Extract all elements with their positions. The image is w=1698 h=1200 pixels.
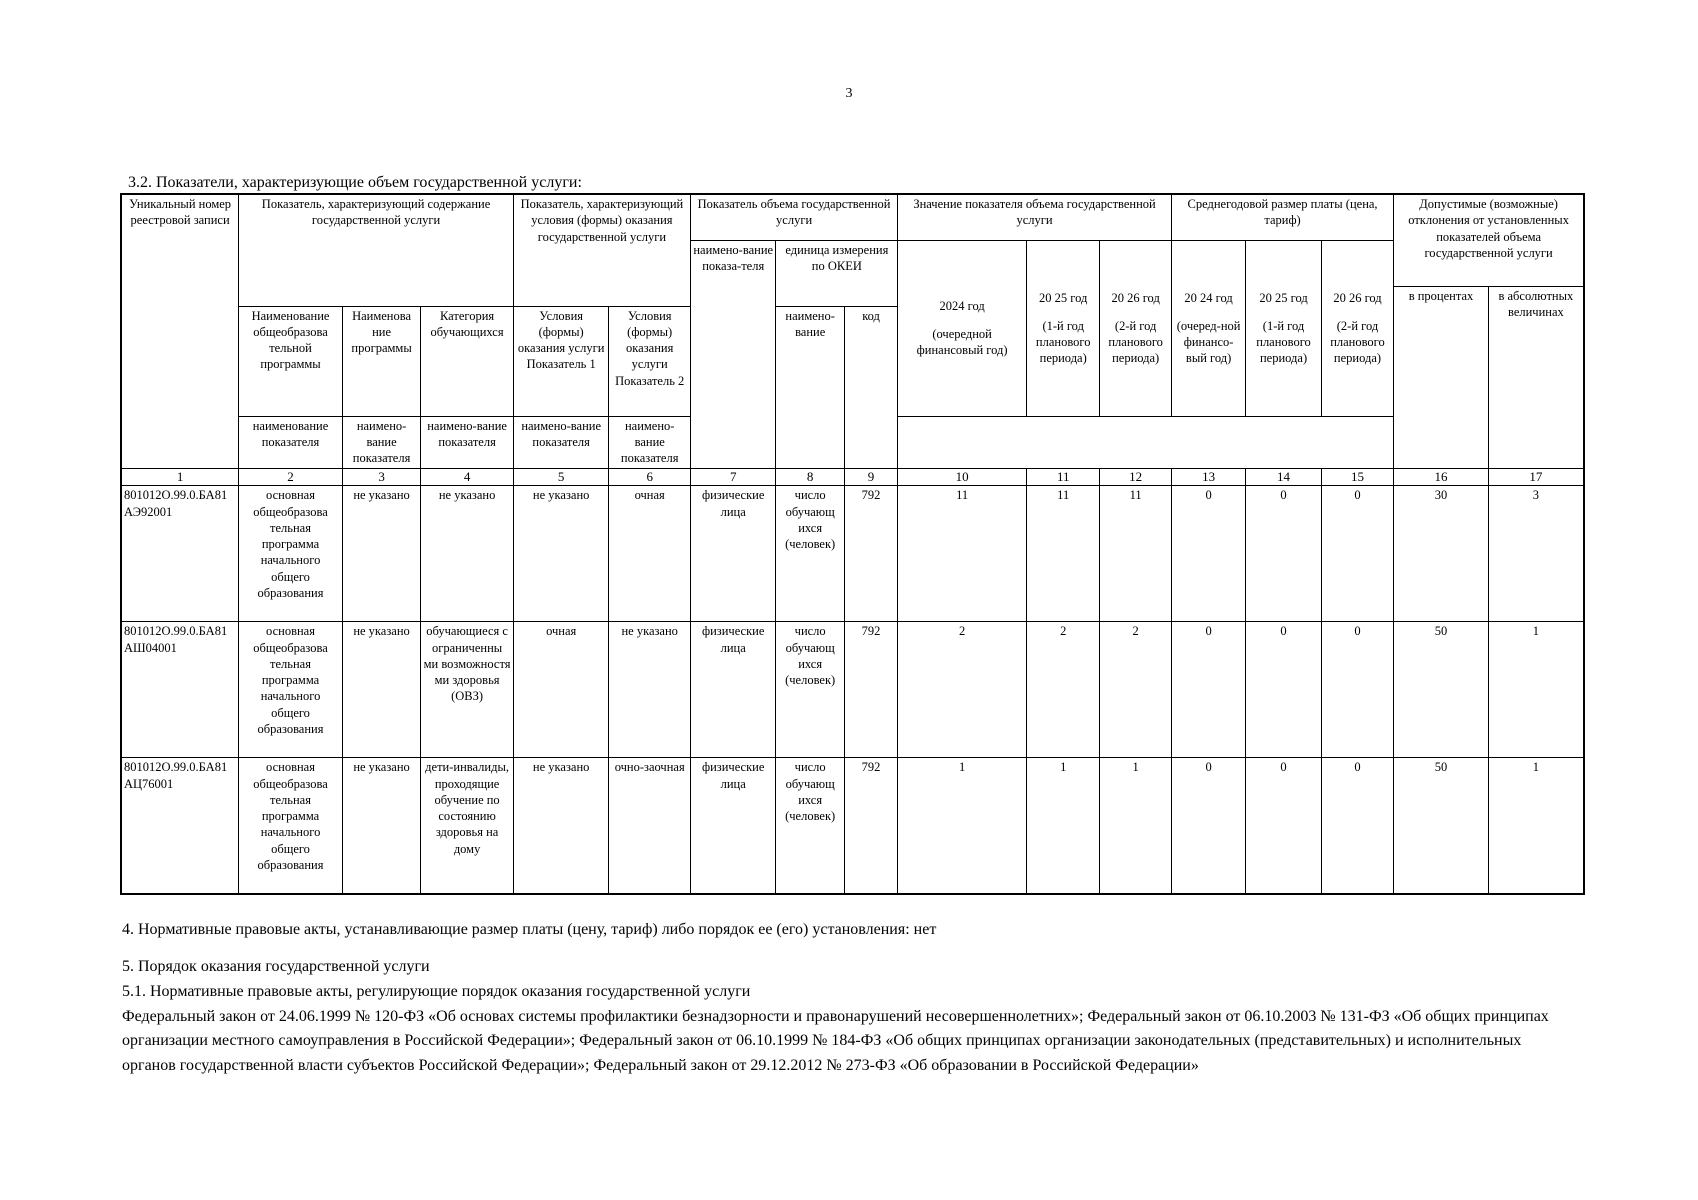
header-deviation: Допустимые (возможные) отклонения от установленных показателей объема государственной услуги [1394,194,1584,286]
cell-okei-name: число обучающ ихся (человек) [776,622,844,758]
cell-okei-name: число обучающ ихся (человек) [776,758,844,894]
cell-program: не указано [342,758,420,894]
section-5-block [122,955,1562,1079]
cell-volume-name: физические лица [690,622,776,758]
header-fee-2026: 20 26 год (2-й год планового периода) [1321,240,1393,416]
cell-program-name: основная общеобразова тельная программа начального общего образования [239,486,343,622]
header-dev-abs: в абсолютных величинах [1488,286,1584,468]
cell-okei-code: 792 [844,622,897,758]
table-row [121,486,1584,622]
cell-fee-2026: 0 [1321,622,1393,758]
page-number: 3 [845,86,853,101]
section-title: 3.2. Показатели, характеризующие объем государственной услуги: [128,174,582,191]
cell-value-2026: 2 [1100,622,1171,758]
header-fee-2025: 20 25 год (1-й год планового периода) [1246,240,1321,416]
subheader-program-name: Наименование общеобразова тельной программы [239,306,343,416]
col-number: 16 [1394,468,1489,486]
col-number: 4 [421,468,514,486]
col-number: 13 [1171,468,1245,486]
cell-okei-code: 792 [844,486,897,622]
section-5-1-text: Федеральный закон от 24.06.1999 № 120-ФЗ «Об основах системы профилактики безнадзорности и правонарушений несовершеннолетних»; Федеральный закон от 06.10.2003 № 131-ФЗ «Об общих принципах организации местного самоуправления в Российской Федерации»; Федеральный закон от 06.10.1999 № 184-ФЗ «Об общих принципах организации законодательных (представительных) и исполнительных органов государственной власти субъектов Российской Федерации»; Федеральный закон от 29.12.2012 № 273-ФЗ «Об образовании в Российской Федерации» [122,1007,1549,1075]
header-dev-percent: в процентах [1394,286,1489,468]
cell-condition-1: очная [513,622,609,758]
col-number: 5 [513,468,609,486]
cell-program: не указано [342,622,420,758]
cell-value-2024: 11 [898,486,1027,622]
header-fee: Среднегодовой размер платы (цена, тариф) [1171,194,1393,240]
cell-registry-number: 801012О.99.0.БА81АЭ92001 [121,486,239,622]
col-number: 11 [1026,468,1099,486]
col-number: 3 [342,468,420,486]
header-content-indicator: Показатель, характеризующий содержание государственной услуги [239,194,514,306]
col-number: 15 [1321,468,1393,486]
cell-program: не указано [342,486,420,622]
header-fee-2024: 20 24 год (очеред-ной финансо-вый год) [1171,240,1245,416]
cell-fee-2024: 0 [1171,758,1245,894]
table-row [121,758,1584,894]
cell-condition-1: не указано [513,486,609,622]
col-number: 17 [1488,468,1584,486]
cell-program-name: основная общеобразова тельная программа начального общего образования [239,758,343,894]
cell-condition-2: не указано [609,622,691,758]
subheader-okei-code: код [844,306,897,468]
cell-okei-name: число обучающ ихся (человек) [776,486,844,622]
col-number: 6 [609,468,691,486]
indicator-name-3: наимено-вание показателя [342,416,420,468]
header-unique-number: Уникальный номер реестровой записи [121,194,239,468]
cell-condition-1: не указано [513,758,609,894]
cell-program-name: основная общеобразова тельная программа начального общего образования [239,622,343,758]
cell-dev-abs: 3 [1488,486,1584,622]
cell-fee-2024: 0 [1171,486,1245,622]
header-value-2026: 20 26 год (2-й год планового периода) [1100,240,1171,416]
header-conditions-indicator: Показатель, характеризующий условия (формы) оказания государственной услуги [513,194,690,306]
indicator-name-4: наимено-вание показателя [421,416,514,468]
cell-fee-2024: 0 [1171,622,1245,758]
cell-volume-name: физические лица [690,758,776,894]
subheader-category: Категория обучающихся [421,306,514,416]
cell-value-2026: 1 [1100,758,1171,894]
subheader-okei-name: наимено-вание [776,306,844,468]
indicator-name-6: наимено-вание показателя [609,416,691,468]
indicator-name-2: наименование показателя [239,416,343,468]
subheader-condition-2: Условия (формы) оказания услуги Показатель 2 [609,306,691,416]
col-number: 8 [776,468,844,486]
cell-category: обучающиеся с ограниченны ми возможностя ми здоровья (ОВЗ) [421,622,514,758]
cell-value-2025: 2 [1026,622,1099,758]
col-number: 10 [898,468,1027,486]
indicator-name-5: наимено-вание показателя [513,416,609,468]
col-number: 2 [239,468,343,486]
header-volume-name: наимено-вание показа-теля [690,240,776,468]
cell-category: дети-инвалиды, проходящие обучение по состоянию здоровья на дому [421,758,514,894]
col-number: 14 [1246,468,1321,486]
cell-dev-abs: 1 [1488,758,1584,894]
cell-value-2024: 1 [898,758,1027,894]
header-volume-value: Значение показателя объема государственной услуги [898,194,1172,240]
table-row [121,622,1584,758]
cell-dev-percent: 50 [1394,758,1489,894]
cell-fee-2025: 0 [1246,758,1321,894]
section-5-title: 5. Порядок оказания государственной услуги [122,958,430,975]
cell-dev-percent: 30 [1394,486,1489,622]
cell-condition-2: очная [609,486,691,622]
col-number: 12 [1100,468,1171,486]
cell-value-2025: 11 [1026,486,1099,622]
cell-dev-percent: 50 [1394,622,1489,758]
cell-value-2026: 11 [1100,486,1171,622]
cell-volume-name: физические лица [690,486,776,622]
cell-condition-2: очно-заочная [609,758,691,894]
cell-value-2024: 2 [898,622,1027,758]
cell-value-2025: 1 [1026,758,1099,894]
cell-registry-number: 801012О.99.0.БА81АШ04001 [121,622,239,758]
cell-okei-code: 792 [844,758,897,894]
section-4-text: 4. Нормативные правовые акты, устанавливающие размер платы (цену, тариф) либо порядок ее (его) установления: нет [122,921,937,938]
cell-dev-abs: 1 [1488,622,1584,758]
cell-category: не указано [421,486,514,622]
column-numbers-row [121,468,1584,486]
col-number: 7 [690,468,776,486]
cell-fee-2025: 0 [1246,486,1321,622]
col-number: 1 [121,468,239,486]
header-okei: единица измерения по ОКЕИ [776,240,898,306]
volume-indicators-table [120,193,1585,895]
cell-registry-number: 801012О.99.0.БА81АЦ76001 [121,758,239,894]
col-number: 9 [844,468,897,486]
header-volume-indicator: Показатель объема государственной услуги [690,194,897,240]
subheader-condition-1: Условия (формы) оказания услуги Показатель 1 [513,306,609,416]
section-5-1-title: 5.1. Нормативные правовые акты, регулирующие порядок оказания государственной услуги [122,982,751,1000]
header-value-2024: 2024 год (очередной финансовый год) [898,240,1027,416]
cell-fee-2025: 0 [1246,622,1321,758]
header-value-2025: 20 25 год (1-й год планового периода) [1026,240,1099,416]
cell-fee-2026: 0 [1321,486,1393,622]
cell-fee-2026: 0 [1321,758,1393,894]
subheader-program: Наименова ние программы [342,306,420,416]
